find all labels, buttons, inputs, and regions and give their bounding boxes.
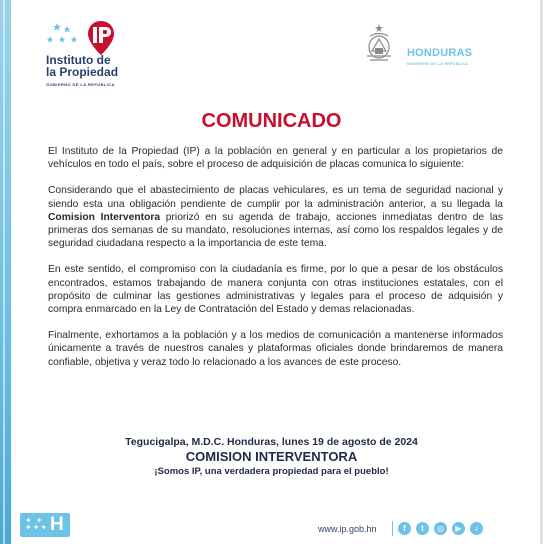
paragraph-4: Finalmente, exhortamos a la población y a los medios de comunicación a mantenerse informados únicamente a través de nuestros canales y plataformas oficiales donde brindaremos de manera confiable, objetiva y veraz todo lo relacionado a los avances de este proceso. xyxy=(48,330,503,368)
paragraph-3: En este sentido, el compromiso con la ciudadanía es firme, por lo que a pesar de los obstáculos encontrados, estamos trabajando de manera conjunta con otras instituciones estatales, con el propósito de culminar las gestiones administrativas y legales para el proceso de adquisión y compra enmarcado en la Ley de Contratación del Estado y demas relacionadas. xyxy=(48,264,503,316)
signature-place-date: Tegucigalpa, M.D.C. Honduras, lunes 19 de agosto de 2024 xyxy=(125,436,418,448)
ip-name-line1: Instituto de xyxy=(46,53,111,67)
youtube-icon[interactable]: ▶ xyxy=(452,522,465,535)
honduras-h-badge xyxy=(20,513,70,537)
website-link[interactable]: www.ip.gob.hn xyxy=(318,524,377,534)
ip-name-line2: la Propiedad xyxy=(46,65,119,79)
badge-stars-icon: ✦ ✦ ✦✦✦ xyxy=(25,516,49,532)
paragraph-1: El Instituto de la Propiedad (IP) a la población en general y en particular a los propietarios de vehículos en todo el país, sobre el proceso de adquisición de placas comunica lo siguiente: xyxy=(48,146,503,171)
paragraph-2 xyxy=(48,184,503,250)
paragraph-2-start: Considerando que el abastecimiento de placas vehiculares, es un tema de seguridad nacional y siendo esta una obligación pendiente de cumplir por la administración anterior, a su llegada la xyxy=(48,185,503,210)
paragraph-2-bold: Comision Interventora xyxy=(48,211,161,223)
ip-pin-icon xyxy=(85,20,117,56)
honduras-name: HONDURAS xyxy=(407,47,473,59)
footer-divider xyxy=(392,521,393,536)
ip-logo xyxy=(45,20,145,90)
communique-body xyxy=(48,145,503,382)
signature-slogan: ¡Somos IP, una verdadera propiedad para el pueblo! xyxy=(154,466,389,477)
signature-org: COMISION INTERVENTORA xyxy=(185,449,358,464)
coat-of-arms-icon xyxy=(362,22,396,64)
twitter-icon[interactable]: t xyxy=(416,522,429,535)
honduras-gov-caption: GOBIERNO DE LA REPÚBLICA xyxy=(407,62,469,66)
ip-logo-name xyxy=(46,54,156,78)
stars-icon xyxy=(45,22,81,52)
page-title: COMUNICADO xyxy=(201,110,342,132)
paragraph-2-end: priorizó en su agenda de trabajo, acciones inmediatas dentro de las primeras dos semanas de su mandato, resoluciones internas, así como los respaldos legales y de seguridad ciudadana respecto a la importancia de este tema. xyxy=(48,211,503,250)
badge-letter: H xyxy=(50,514,64,535)
facebook-icon[interactable]: f xyxy=(398,522,411,535)
honduras-logo xyxy=(362,22,492,72)
tiktok-icon[interactable]: ♪ xyxy=(470,522,483,535)
ip-gov-caption: GOBIERNO DE LA REPÚBLICA xyxy=(46,82,115,87)
signature-block xyxy=(0,435,543,479)
instagram-icon[interactable]: ◎ xyxy=(434,522,447,535)
